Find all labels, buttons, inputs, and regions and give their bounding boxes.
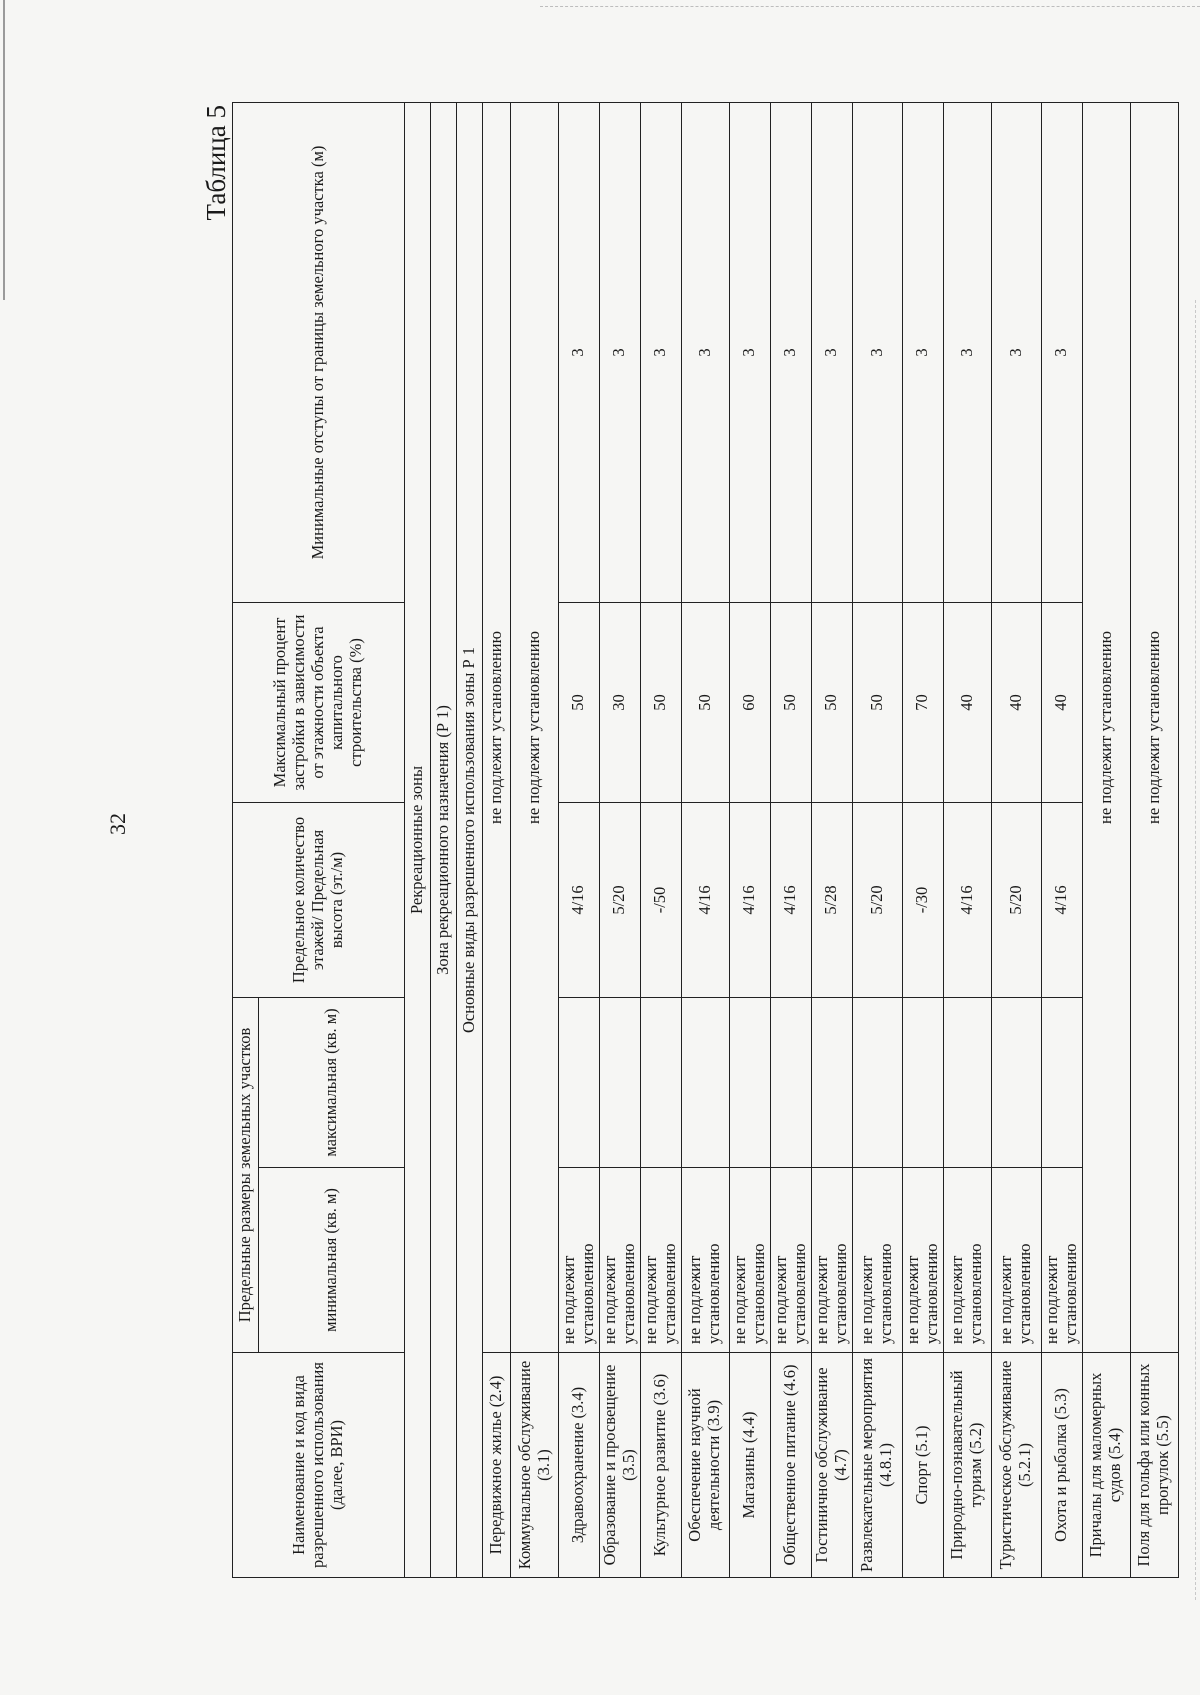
row-setback: 3 (729, 102, 770, 602)
row-name: Передвижное жилье (2.4) (483, 1353, 511, 1578)
table-row (599, 102, 640, 1577)
row-merged-value: не подлежит установлению (511, 102, 559, 1352)
row-coverage: 30 (599, 602, 640, 802)
table-row (483, 102, 511, 1577)
row-min: не подлежит установлению (770, 1168, 811, 1353)
row-max (729, 997, 770, 1167)
row-setback: 3 (559, 102, 600, 602)
table-row (729, 102, 770, 1577)
row-setback: 3 (599, 102, 640, 602)
header-setback: Минимальные отступы от границы земельного участка (м) (233, 102, 405, 602)
row-coverage: 40 (943, 602, 991, 802)
row-min: не подлежит установлению (640, 1168, 681, 1353)
row-name: Спорт (5.1) (902, 1353, 943, 1578)
row-coverage: 50 (811, 602, 852, 802)
table-row (991, 102, 1041, 1577)
row-merged-value: не подлежит установлению (483, 102, 511, 1352)
row-floors: 4/16 (681, 802, 729, 997)
rotated-table-block (200, 103, 1172, 1578)
scan-edge-right (1195, 300, 1200, 1600)
row-setback: 3 (943, 102, 991, 602)
section-basic-uses: Основные виды разрешенного использования зоны Р 1 (457, 102, 483, 1577)
row-min: не подлежит установлению (943, 1168, 991, 1353)
table-row (1130, 102, 1178, 1577)
row-max (991, 997, 1041, 1167)
row-min: не подлежит установлению (599, 1168, 640, 1353)
row-name: Туристическое обслуживание (5.2.1) (991, 1353, 1041, 1578)
row-name: Охота и рыбалка (5.3) (1041, 1353, 1082, 1578)
header-row-1 (233, 102, 259, 1577)
scan-edge-top (540, 0, 1200, 7)
row-max (1041, 997, 1082, 1167)
row-name: Коммунальное обслуживание (3.1) (511, 1353, 559, 1578)
row-coverage: 40 (991, 602, 1041, 802)
table-row (511, 102, 559, 1577)
table-row (770, 102, 811, 1577)
page-number: 32 (105, 813, 130, 835)
row-min: не подлежит установлению (811, 1168, 852, 1353)
zoning-regulations-table (232, 102, 1179, 1578)
section-zone-r1: Зона рекреационного назначения (Р 1) (431, 102, 457, 1577)
row-max (559, 997, 600, 1167)
row-max (811, 997, 852, 1167)
row-max (640, 997, 681, 1167)
table-row (943, 102, 991, 1577)
table-row (681, 102, 729, 1577)
row-name: Развлекательные мероприятия (4.8.1) (852, 1353, 902, 1578)
table-row (559, 102, 600, 1577)
row-coverage: 70 (902, 602, 943, 802)
row-setback: 3 (770, 102, 811, 602)
row-min: не подлежит установлению (559, 1168, 600, 1353)
row-setback: 3 (640, 102, 681, 602)
row-floors: 5/20 (599, 802, 640, 997)
header-plot-sizes: Предельные размеры земельных участков (233, 997, 259, 1352)
section-row (405, 102, 431, 1577)
row-floors: 5/20 (991, 802, 1041, 997)
row-min: не подлежит установлению (991, 1168, 1041, 1353)
table-caption: Таблица 5 (201, 105, 231, 221)
row-coverage: 50 (640, 602, 681, 802)
table-row (1082, 102, 1130, 1577)
row-coverage: 40 (1041, 602, 1082, 802)
row-max (943, 997, 991, 1167)
header-floors: Предельное количество этажей/ Предельная высота (эт./м) (233, 802, 405, 997)
row-merged-value: не подлежит установлению (1082, 102, 1130, 1352)
row-name: Здравоохранение (3.4) (559, 1353, 600, 1578)
scan-edge-left (0, 0, 5, 300)
row-min: не подлежит установлению (902, 1168, 943, 1353)
row-setback: 3 (681, 102, 729, 602)
row-coverage: 60 (729, 602, 770, 802)
row-coverage: 50 (852, 602, 902, 802)
table-row (852, 102, 902, 1577)
row-min: не подлежит установлению (729, 1168, 770, 1353)
row-min: не подлежит установлению (681, 1168, 729, 1353)
row-floors: 4/16 (943, 802, 991, 997)
row-name: Культурное развитие (3.6) (640, 1353, 681, 1578)
table-row (902, 102, 943, 1577)
row-name: Гостиничное обслуживание (4.7) (811, 1353, 852, 1578)
row-min: не подлежит установлению (1041, 1168, 1082, 1353)
section-zones: Рекреационные зоны (405, 102, 431, 1577)
row-max (599, 997, 640, 1167)
row-max (902, 997, 943, 1167)
row-name: Обеспечение научной деятельности (3.9) (681, 1353, 729, 1578)
row-floors: 5/28 (811, 802, 852, 997)
row-max (770, 997, 811, 1167)
section-row (431, 102, 457, 1577)
row-floors: 5/20 (852, 802, 902, 997)
row-floors: -/50 (640, 802, 681, 997)
row-max (681, 997, 729, 1167)
table-row (811, 102, 852, 1577)
row-name: Природно-познавательный туризм (5.2) (943, 1353, 991, 1578)
section-row (457, 102, 483, 1577)
row-merged-value: не подлежит установлению (1130, 102, 1178, 1352)
row-min: не подлежит установлению (852, 1168, 902, 1353)
row-coverage: 50 (559, 602, 600, 802)
row-setback: 3 (1041, 102, 1082, 602)
row-floors: -/30 (902, 802, 943, 997)
row-floors: 4/16 (729, 802, 770, 997)
header-name: Наименование и код вида разрешенного использования (далее, ВРИ) (233, 1353, 405, 1578)
header-coverage: Максимальный процент застройки в зависимости от этажности объекта капитального строительства (%) (233, 602, 405, 802)
row-max (852, 997, 902, 1167)
row-name: Причалы для маломерных судов (5.4) (1082, 1353, 1130, 1578)
row-name: Общественное питание (4.6) (770, 1353, 811, 1578)
row-coverage: 50 (770, 602, 811, 802)
row-name: Поля для гольфа или конных прогулок (5.5) (1130, 1353, 1178, 1578)
table-row (640, 102, 681, 1577)
row-name: Образование и просвещение (3.5) (599, 1353, 640, 1578)
row-name: Магазины (4.4) (729, 1353, 770, 1578)
row-setback: 3 (852, 102, 902, 602)
row-setback: 3 (991, 102, 1041, 602)
header-plot-max: максимальная (кв. м) (259, 997, 405, 1167)
row-setback: 3 (811, 102, 852, 602)
header-plot-min: минимальная (кв. м) (259, 1168, 405, 1353)
row-floors: 4/16 (559, 802, 600, 997)
row-coverage: 50 (681, 602, 729, 802)
row-setback: 3 (902, 102, 943, 602)
row-floors: 4/16 (770, 802, 811, 997)
table-row (1041, 102, 1082, 1577)
row-floors: 4/16 (1041, 802, 1082, 997)
